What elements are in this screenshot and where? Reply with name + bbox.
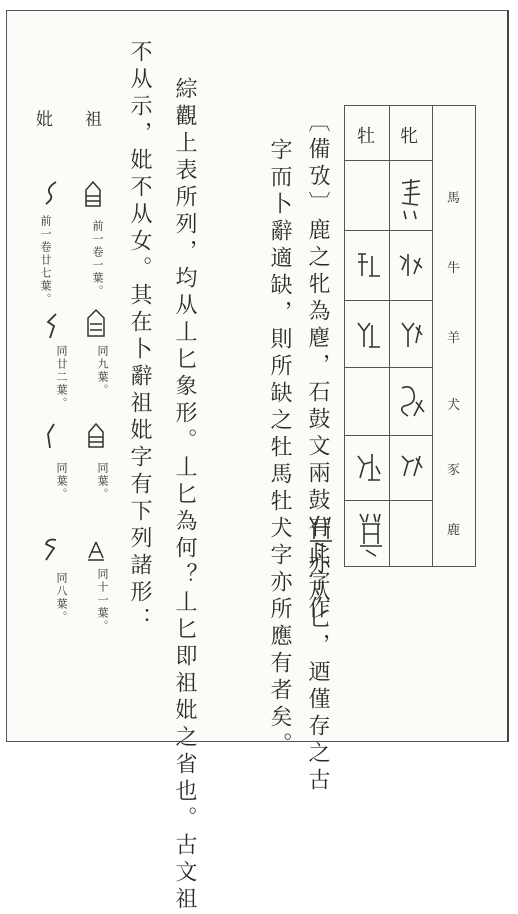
- bi-form-1: [42, 180, 60, 206]
- zu-ref-3: 同葉。: [96, 462, 109, 501]
- bi-form-3: [44, 422, 60, 450]
- zu-ref-2: 同九葉。: [96, 345, 109, 397]
- zu-ref-1: 前一卷一葉。: [91, 220, 104, 298]
- animal-shi: 豕: [447, 463, 461, 478]
- zu-form-4: [86, 540, 106, 562]
- bi-ref-4: 同八葉。: [55, 572, 68, 624]
- oracle-glyph-pin-yang: [396, 317, 426, 351]
- animal-lu: 鹿: [447, 523, 461, 538]
- animal-ma: 馬: [447, 191, 461, 206]
- zu-form-3: [86, 422, 106, 450]
- bi-form-4: [40, 536, 60, 562]
- oracle-glyph-you: [304, 513, 338, 547]
- oracle-glyph-pin-shi: [396, 448, 426, 486]
- column-3-text: 綜觀上表所列，均从丄匕象形。丄匕為何？丄匕即祖妣之省也。古文祖: [172, 77, 197, 914]
- zu-label: 祖: [81, 110, 101, 133]
- oracle-glyph-mu-shi: [352, 448, 384, 488]
- text-column-4: [128, 40, 150, 634]
- column-4-text: 不从示，妣不从女。其在卜辭祖妣字有下列諸形：: [127, 40, 152, 634]
- animal-table: [344, 105, 476, 567]
- bi-ref-2: 同廿二葉。: [55, 345, 68, 410]
- column-1-note: 亦从匕，迺僅存之古: [305, 552, 330, 795]
- column-1-text: 〔備攷〕鹿之牝為麀，石鼓文兩鼓有此字作: [305, 110, 330, 623]
- oracle-glyph-mu-niu: [354, 250, 382, 280]
- column-2-text: 字而卜辭適缺，則所缺之牡馬牡犬字亦所應有者矣。: [267, 138, 292, 759]
- animal-yang: 羊: [447, 331, 461, 346]
- bi-ref-3: 同葉。: [55, 462, 68, 501]
- oracle-glyph-lu: [354, 510, 388, 558]
- oracle-glyph-mu-yang: [354, 317, 382, 351]
- animal-niu: 牛: [447, 261, 461, 276]
- zu-ref-4: 同十一葉。: [96, 568, 109, 633]
- oracle-glyph-pin-quan: [394, 382, 428, 422]
- bi-label: 妣: [32, 110, 52, 133]
- text-column-3: [173, 77, 195, 914]
- header-pin: 牝: [400, 126, 418, 147]
- text-column-1-cont: [306, 552, 328, 795]
- bi-form-2: [44, 312, 62, 340]
- zu-form-1: [82, 180, 104, 210]
- header-mu: 牡: [357, 126, 375, 147]
- oracle-glyph-pin-niu: [396, 250, 426, 280]
- oracle-glyph-pin-ma: [396, 177, 426, 222]
- animal-quan: 犬: [447, 398, 461, 413]
- text-column-2: [268, 138, 290, 759]
- zu-form-2: [84, 308, 108, 340]
- bi-ref-1: 前一卷廿七葉。: [39, 215, 52, 306]
